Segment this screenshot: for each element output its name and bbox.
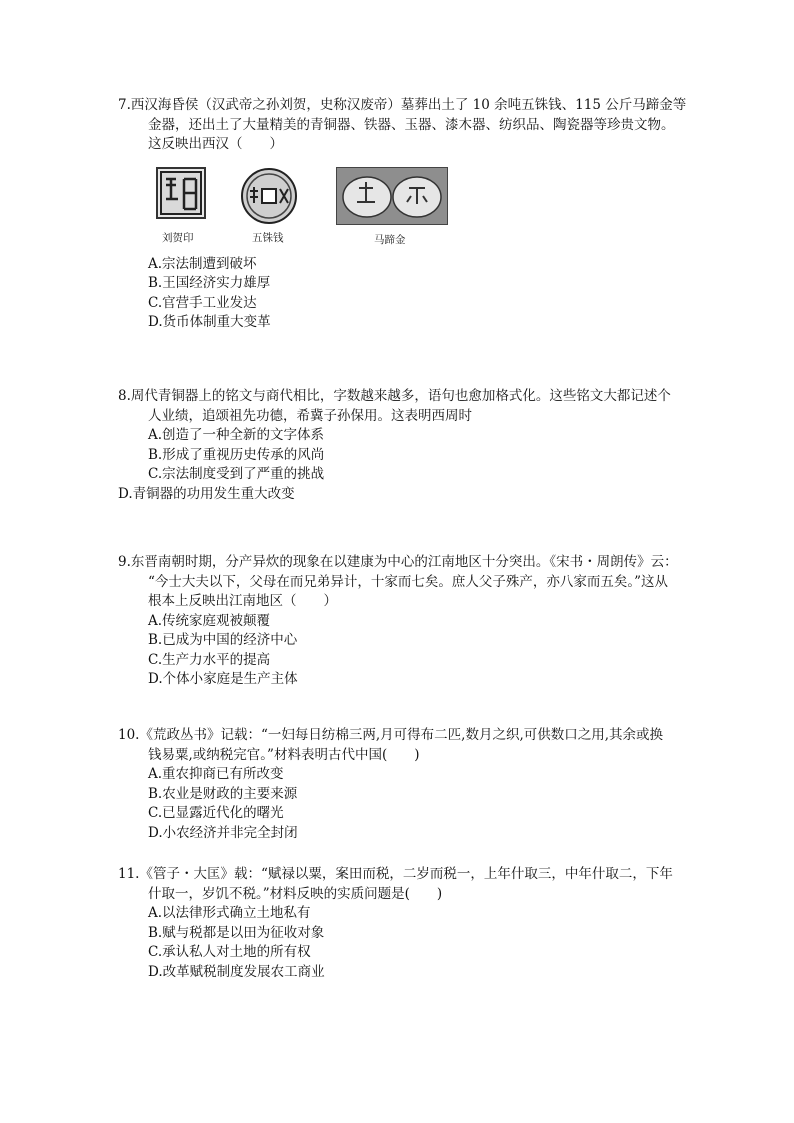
option-d[interactable]: D.个体小家庭是生产主体 — [148, 671, 298, 687]
option-d[interactable]: D.货币体制重大变革 — [148, 314, 271, 330]
question-8 — [118, 387, 708, 504]
figure-caption: 马蹄金 — [374, 233, 406, 246]
option-b[interactable]: B.形成了重视历史传承的风尚 — [148, 446, 325, 463]
question-stem: 11.《管子・大匡》载：“赋禄以粟，案田而税，二岁而税一，上年什取三，中年什取二，下年 什取一，岁饥不税。”材料反映的实质问题是( ) — [118, 866, 673, 902]
coin-figure — [240, 167, 298, 244]
seal-image — [156, 167, 206, 219]
option-b[interactable]: B.农业是财政的主要来源 — [148, 785, 298, 802]
coin-image — [240, 167, 298, 225]
option-b[interactable]: B.已成为中国的经济中心 — [148, 632, 298, 648]
figure-caption: 刘贺印 — [162, 231, 194, 244]
question-stem: 7.西汉海昏侯（汉武帝之孙刘贺，史称汉废帝）墓葬出土了 10 余吨五铢钱、115 公斤马蹄金等 金器，还出土了大量精美的青铜器、铁器、玉器、漆木器、纺织品、陶瓷器等珍贵文物。 这反映出西汉（ ） — [118, 97, 687, 152]
horseshoe-gold-figure — [336, 167, 448, 246]
option-c[interactable]: C.生产力水平的提高 — [148, 651, 271, 668]
question-10 — [118, 726, 708, 843]
option-a[interactable]: A.重农抑商已有所改变 — [148, 766, 284, 782]
question-stem: 8.周代青铜器上的铭文与商代相比，字数越来越多，语句也愈加格式化。这些铭文大都记述个 人业绩，追颂祖先功德，希冀子孙保用。这表明西周时 — [118, 388, 671, 424]
option-b[interactable]: B.王国经济实力雄厚 — [148, 275, 271, 291]
option-c[interactable]: C.承认私人对土地的所有权 — [148, 944, 311, 960]
question-11 — [118, 865, 708, 982]
option-c[interactable]: C.官营手工业发达 — [148, 294, 257, 311]
question-9 — [118, 553, 708, 690]
question-stem: 9.东晋南朝时期，分产异炊的现象在以建康为中心的江南地区十分突出。《宋书・周朗传》云： “今士大夫以下，父母在而兄弟异计，十家而七矣。庶人父子殊产，亦八家而五矣。”这从 根本上反映出江南地区（ ） — [118, 554, 678, 609]
option-c[interactable]: C.已显露近代化的曙光 — [148, 805, 284, 821]
question-stem: 10.《荒政丛书》记载：“一妇每日纺棉三两,月可得布二匹,数月之织,可供数口之用,其余或换 钱易粟,或纳税完官。”材料表明古代中国( ) — [118, 727, 664, 763]
option-a[interactable]: A.以法律形式确立土地私有 — [148, 905, 311, 921]
option-d[interactable]: D.小农经济并非完全封闭 — [148, 824, 298, 841]
option-a[interactable]: A.创造了一种全新的文字体系 — [148, 427, 325, 443]
option-d[interactable]: D.改革赋税制度发展农工商业 — [148, 963, 325, 980]
option-d[interactable]: D.青铜器的功用发生重大改变 — [118, 485, 295, 502]
option-b[interactable]: B.赋与税都是以田为征收对象 — [148, 924, 325, 941]
seal-figure — [156, 167, 206, 244]
horseshoe-gold-image — [336, 167, 448, 225]
figure-caption: 五铢钱 — [252, 231, 284, 244]
figure-row — [156, 167, 708, 249]
option-a[interactable]: A.宗法制遭到破坏 — [148, 255, 257, 272]
question-7 — [118, 96, 708, 333]
option-a[interactable]: A.传统家庭观被颠覆 — [148, 612, 271, 629]
option-c[interactable]: C.宗法制度受到了严重的挑战 — [148, 466, 325, 482]
